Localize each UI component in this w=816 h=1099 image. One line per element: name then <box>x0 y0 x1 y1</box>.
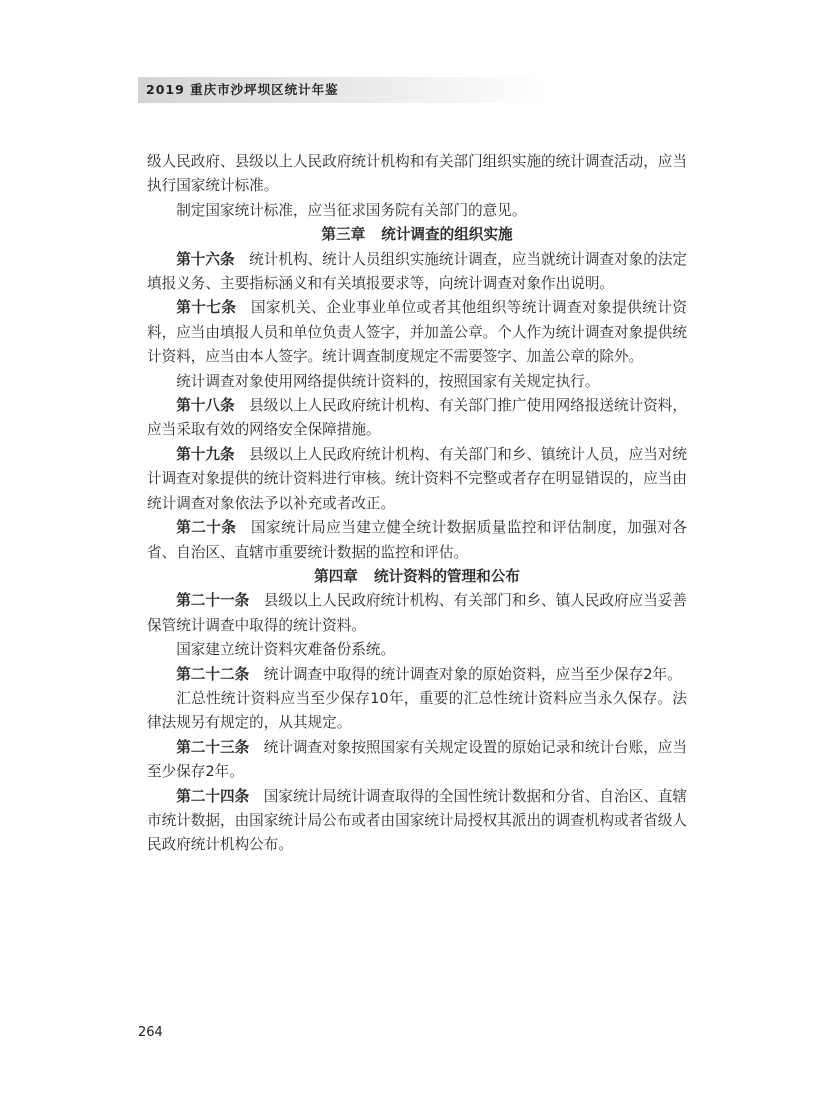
article-text: 统计调查对象使用网络提供统计资料的，按照国家有关规定执行。 <box>176 372 600 390</box>
chapter-number: 第四章 <box>314 567 358 585</box>
article-text: 县级以上人民政府统计机构、有关部门推广使用网络报送统计资料，应当采取有效的网络安全保障措施。 <box>147 397 687 439</box>
article-paragraph <box>147 663 687 687</box>
article-text: 统计机构、统计人员组织实施统计调查，应当就统计调查对象的法定填报义务、主要指标涵义和有关填报要求等，向统计调查对象作出说明。 <box>147 250 687 293</box>
intro-paragraph: 制定国家统计标准，应当征求国务院有关部门的意见。 <box>176 201 527 219</box>
article-text: 国家建立统计资料灾难备份系统。 <box>176 641 396 659</box>
article-paragraph <box>147 785 687 858</box>
page-number: 264 <box>138 1025 163 1040</box>
article-number: 第十八条 <box>176 397 235 415</box>
article-paragraph <box>147 516 687 565</box>
chapter-heading <box>147 223 687 247</box>
article-paragraph <box>147 296 687 369</box>
article-paragraph <box>147 394 687 443</box>
chapter-body <box>147 589 687 857</box>
article-number: 第二十条 <box>176 519 237 537</box>
intro-paragraph: 级人民政府、县级以上人民政府统计机构和有关部门组织实施的统计调查活动，应当执行国家统计标准。 <box>147 153 687 195</box>
article-number: 第十六条 <box>176 250 235 268</box>
article-number: 第十七条 <box>176 299 237 317</box>
article-text: 国家统计局统计调查取得的全国性统计数据和分省、自治区、直辖市统计数据，由国家统计局公布或者由国家统计局授权其派出的调查机构或者省级人民政府统计机构公布。 <box>147 787 687 854</box>
article-text: 国家机关、企业事业单位或者其他组织等统计调查对象提供统计资料，应当由填报人员和单位负责人签字，并加盖公章。个人作为统计调查对象提供统计资料，应当由本人签字。统计调查制度规定不需要签字、加盖公章的除外。 <box>147 299 687 366</box>
chapter-heading <box>147 565 687 589</box>
article-paragraph <box>147 638 687 662</box>
chapter-title: 统计调查的组织实施 <box>381 226 513 244</box>
article-number: 第二十一条 <box>176 592 250 610</box>
article-paragraph <box>147 443 687 516</box>
article-paragraph <box>147 370 687 394</box>
chapter-body <box>147 248 687 565</box>
article-paragraph <box>147 248 687 297</box>
article-number: 第十九条 <box>176 445 235 463</box>
page-body <box>147 150 687 858</box>
article-text: 国家统计局应当建立健全统计数据质量监控和评估制度，加强对各省、自治区、直辖市重要统计数据的监控和评估。 <box>147 519 687 561</box>
article-paragraph <box>147 736 687 785</box>
article-text: 统计调查中取得的统计调查对象的原始资料，应当至少保存2年。 <box>263 665 682 683</box>
article-number: 第二十四条 <box>176 787 250 805</box>
article-number: 第二十三条 <box>176 738 250 756</box>
article-text: 汇总性统计资料应当至少保存10年，重要的汇总性统计资料应当永久保存。法律法规另有规定的，从其规定。 <box>147 689 687 732</box>
chapter-number: 第三章 <box>321 226 366 244</box>
article-text: 县级以上人民政府统计机构、有关部门和乡、镇统计人员，应当对统计调查对象提供的统计资料进行审核。统计资料不完整或者存在明显错误的，应当由统计调查对象依法予以补充或者改正。 <box>147 445 687 512</box>
running-header-title: 2019 重庆市沙坪坝区统计年鉴 <box>146 82 339 97</box>
article-number: 第二十二条 <box>176 665 250 683</box>
article-paragraph <box>147 589 687 638</box>
article-text: 统计调查对象按照国家有关规定设置的原始记录和统计台账，应当至少保存2年。 <box>147 738 687 781</box>
article-text: 县级以上人民政府统计机构、有关部门和乡、镇人民政府应当妥善保管统计调查中取得的统计资料。 <box>147 592 687 634</box>
chapter-title: 统计资料的管理和公布 <box>373 567 520 585</box>
article-paragraph <box>147 687 687 736</box>
